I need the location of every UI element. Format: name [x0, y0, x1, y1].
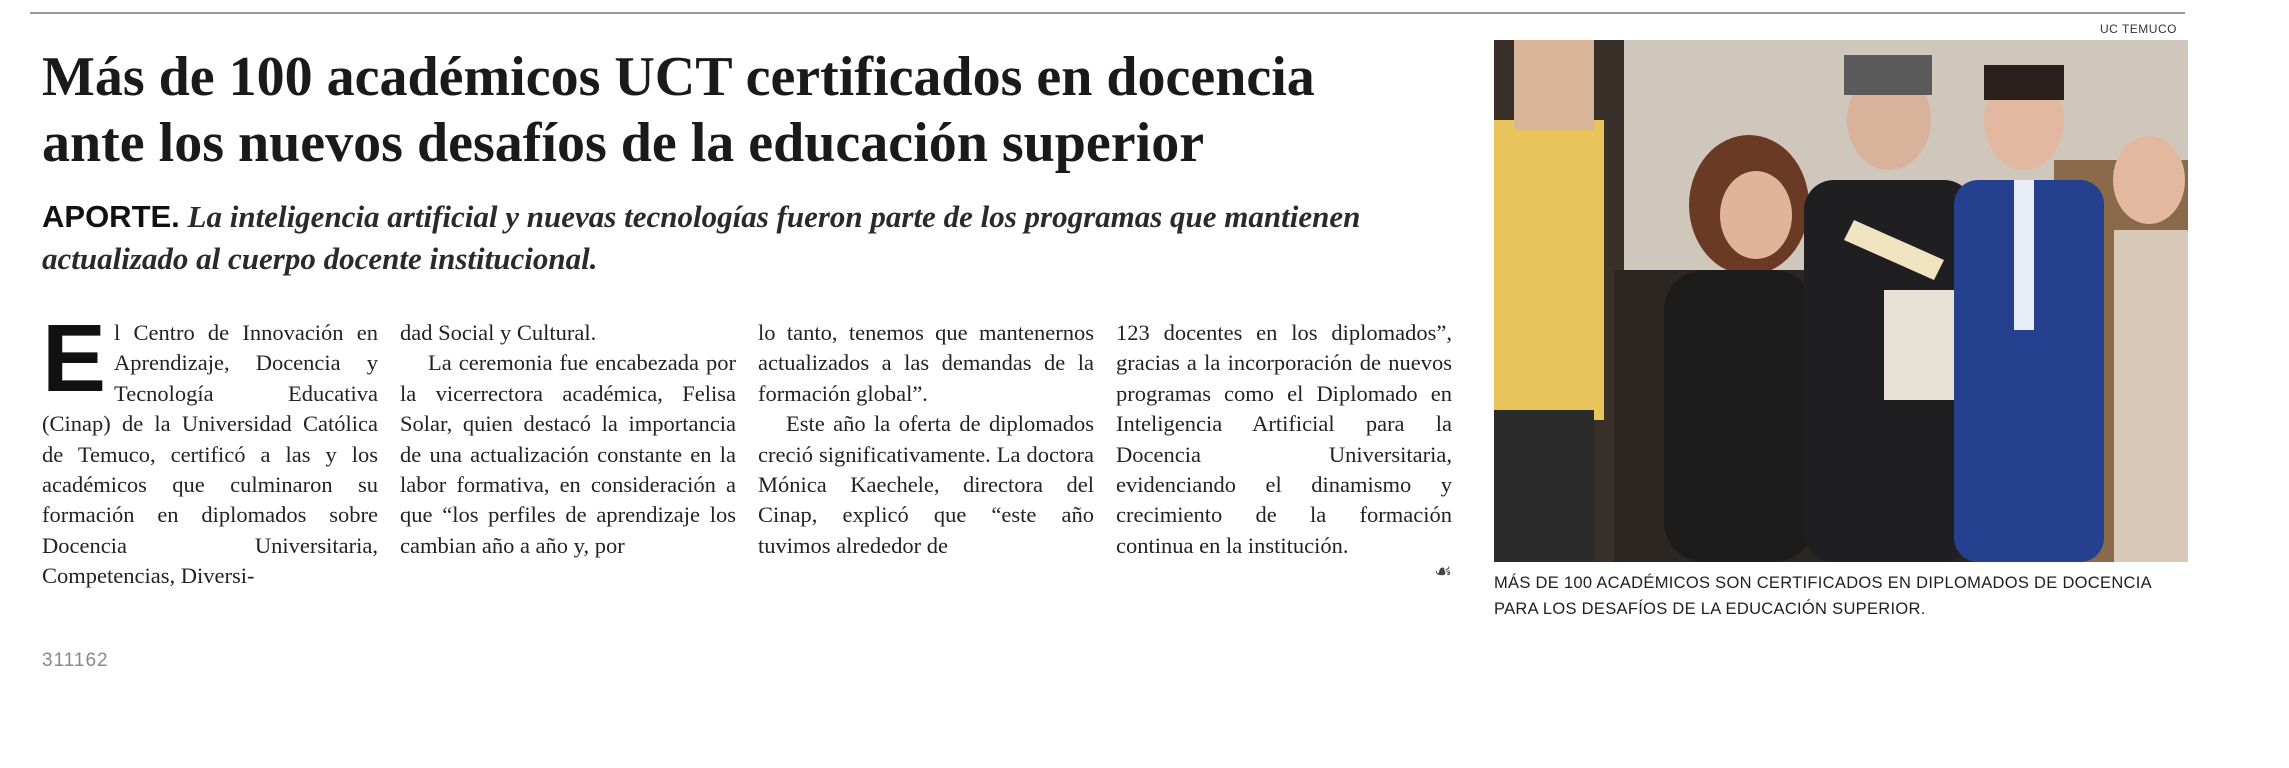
paragraph: dad Social y Cultural.	[400, 320, 597, 345]
headline-line-1: Más de 100 académicos UCT certificados en docencia	[42, 46, 1315, 108]
paragraph-text: l Centro de Innovación en Aprendizaje, Docencia y Tecnología Educativa (Cinap) de la Universidad Católica de Temuco, certificó a las y los académicos que culminaron su formación en diplomados sobre Docencia Universitaria, Competencias, Diversi-	[42, 320, 378, 589]
column-4	[1116, 318, 1452, 592]
photo-illustration	[1494, 40, 2188, 562]
headline	[42, 44, 1462, 176]
column-1	[42, 305, 378, 592]
column-2	[400, 318, 736, 592]
headline-line-2: ante los nuevos desafíos de la educación superior	[42, 112, 1205, 174]
top-rule	[30, 12, 2185, 14]
paragraph: Este año la oferta de diplomados creció significativamente. La doctora Mónica Kaechele, directora del Cinap, explicó que “este año tuvimos alrededor de	[758, 411, 1094, 558]
deck-text: La inteligencia artificial y nuevas tecnologías fueron parte de los programas que mantienen actualizado al cuerpo docente institucional.	[42, 199, 1361, 276]
paragraph: 123 docentes en los diplomados”, gracias a la incorporación de nuevos programas como el Diplomado en Inteligencia Artificial para la Docencia Universitaria, evidenciando el dinamismo y crecimiento de la formación continua en la institución.	[1116, 320, 1452, 558]
end-mark-icon: ☙	[1434, 561, 1452, 584]
ceremony-photo	[1494, 40, 2188, 562]
deck	[42, 196, 1472, 280]
article-body	[42, 305, 1452, 592]
drop-cap: E	[42, 305, 107, 412]
deck-kicker: APORTE.	[42, 199, 180, 234]
paragraph: La ceremonia fue encabezada por la vicerrectora académica, Felisa Solar, quien destacó la importancia de una actualización constante en la labor formativa, en consideración a que “los perfiles de aprendizaje los cambian año a año y, por	[400, 350, 736, 558]
photo-credit: UC TEMUCO	[2100, 22, 2177, 36]
paragraph: lo tanto, tenemos que mantenernos actualizados a las demandas de la formación global”.	[758, 320, 1094, 406]
article-code: 311162	[42, 650, 109, 671]
column-3	[758, 318, 1094, 592]
paragraph	[42, 305, 378, 592]
photo-caption: MÁS DE 100 ACADÉMICOS SON CERTIFICADOS EN DIPLOMADOS DE DOCENCIA PARA LOS DESAFÍOS DE LA EDUCACIÓN SUPERIOR.	[1494, 574, 2152, 618]
